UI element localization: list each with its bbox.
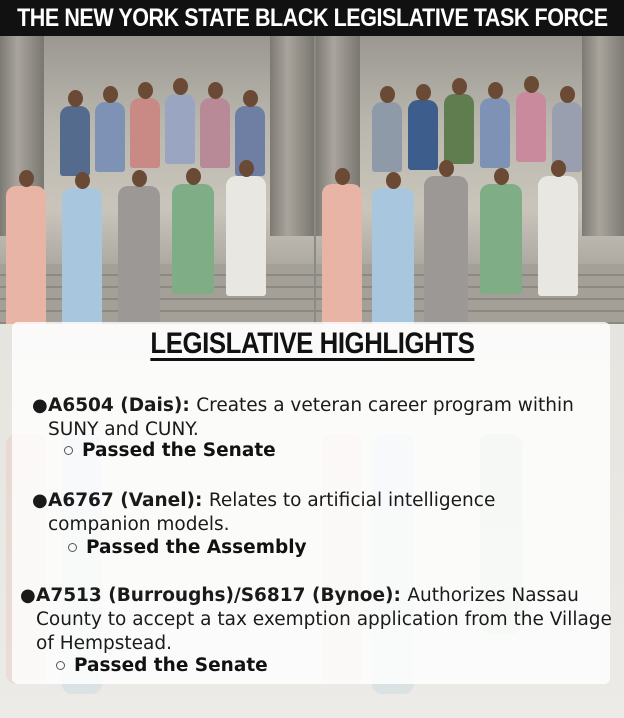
bullet-icon: ● <box>32 395 48 416</box>
highlights-heading: LEGISLATIVE HIGHLIGHTS <box>149 327 475 360</box>
bullet-icon: ● <box>32 490 48 511</box>
bill-status-2: Passed the Assembly <box>86 537 307 558</box>
bill-description: Creates a veteran career program within SUNY and CUNY. <box>48 395 574 440</box>
circle-bullet-icon <box>56 661 65 670</box>
bill-description: Relates to artificial intelligence companion models. <box>48 490 496 535</box>
bill-code: A7513 (Burroughs)/S6817 (Bynoe): <box>36 585 408 606</box>
circle-bullet-icon <box>64 446 73 455</box>
bill-code: A6767 (Vanel): <box>48 490 209 511</box>
highlight-item-3 <box>20 584 614 656</box>
bill-status-1: Passed the Senate <box>82 440 276 461</box>
title-banner <box>0 0 624 36</box>
bullet-icon: ● <box>20 585 36 606</box>
bill-description: Authorizes Nassau County to accept a tax exemption application from the Village of Hempstead. <box>36 585 612 654</box>
page-title: THE NEW YORK STATE BLACK LEGISLATIVE TASK FORCE <box>16 3 608 32</box>
highlight-item-1 <box>32 394 618 442</box>
bill-code: A6504 (Dais): <box>48 395 197 416</box>
bill-status-3: Passed the Senate <box>74 655 268 676</box>
highlight-item-2 <box>32 489 558 537</box>
group-photo-left <box>0 36 314 324</box>
group-photo-right <box>316 36 624 324</box>
circle-bullet-icon <box>68 543 77 552</box>
